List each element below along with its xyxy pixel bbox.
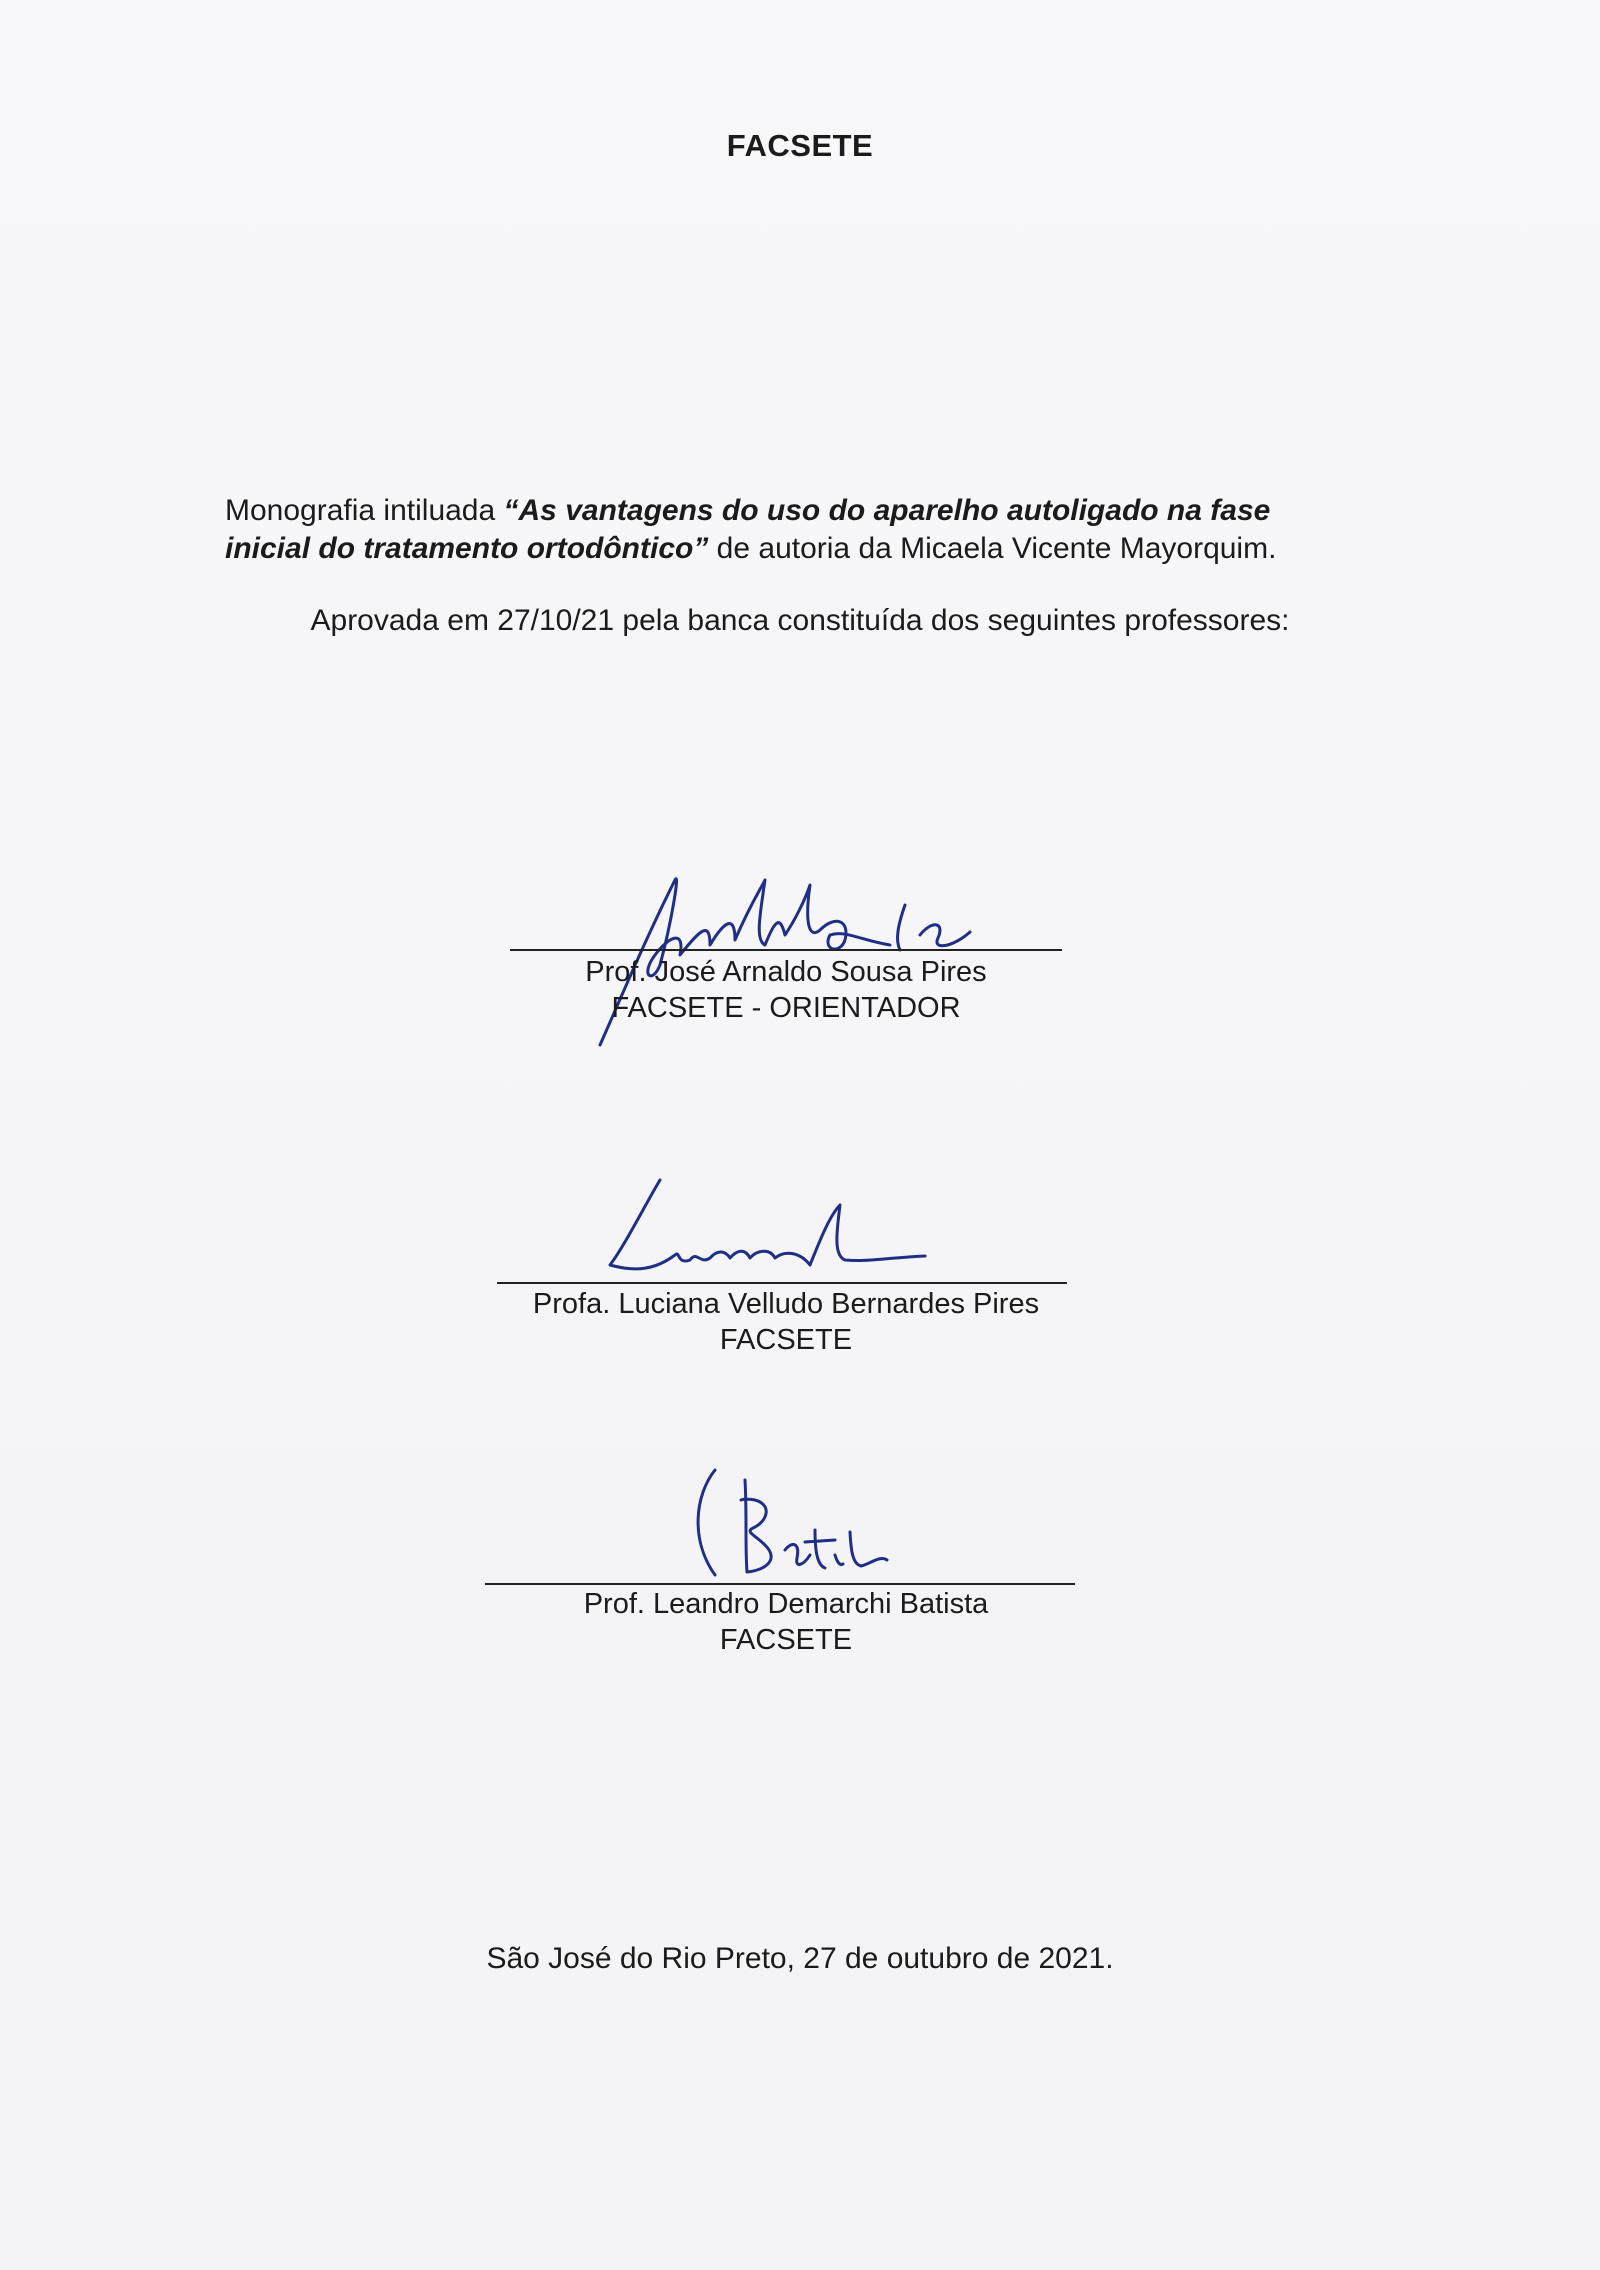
institution-header: FACSETE bbox=[726, 128, 874, 163]
monograph-statement bbox=[225, 492, 1355, 568]
signatory-affiliation: FACSETE bbox=[719, 1624, 853, 1656]
signatory-affiliation: FACSETE bbox=[719, 1324, 853, 1356]
signatory-block bbox=[420, 954, 1152, 1026]
signatory-name: Prof. José Arnaldo Sousa Pires bbox=[585, 956, 987, 988]
signatory-block bbox=[420, 1586, 1152, 1658]
signatory-block bbox=[420, 1286, 1152, 1358]
city-date-line: São José do Rio Preto, 27 de outubro de 2021. bbox=[486, 1942, 1114, 1975]
statement-suffix: de autoria da Micaela Vicente Mayorquim. bbox=[708, 532, 1277, 565]
signatory-affiliation: FACSETE - ORIENTADOR bbox=[611, 992, 961, 1024]
signature-line bbox=[485, 1583, 1075, 1585]
signatory-name: Profa. Luciana Velludo Bernardes Pires bbox=[532, 1288, 1040, 1320]
monograph-title: “As vantagens do uso do aparelho autoligado na fase inicial do tratamento ortodôntico” bbox=[225, 494, 1271, 565]
approval-statement: Aprovada em 27/10/21 pela banca constituída dos seguintes professores: bbox=[310, 604, 1290, 637]
statement-prefix: Monografia intiluada bbox=[225, 494, 504, 527]
signature-line bbox=[510, 949, 1062, 951]
signature-line bbox=[497, 1282, 1067, 1284]
signatory-name: Prof. Leandro Demarchi Batista bbox=[583, 1588, 989, 1620]
signature-luciana bbox=[565, 1170, 945, 1290]
signature-leandro bbox=[675, 1460, 895, 1590]
